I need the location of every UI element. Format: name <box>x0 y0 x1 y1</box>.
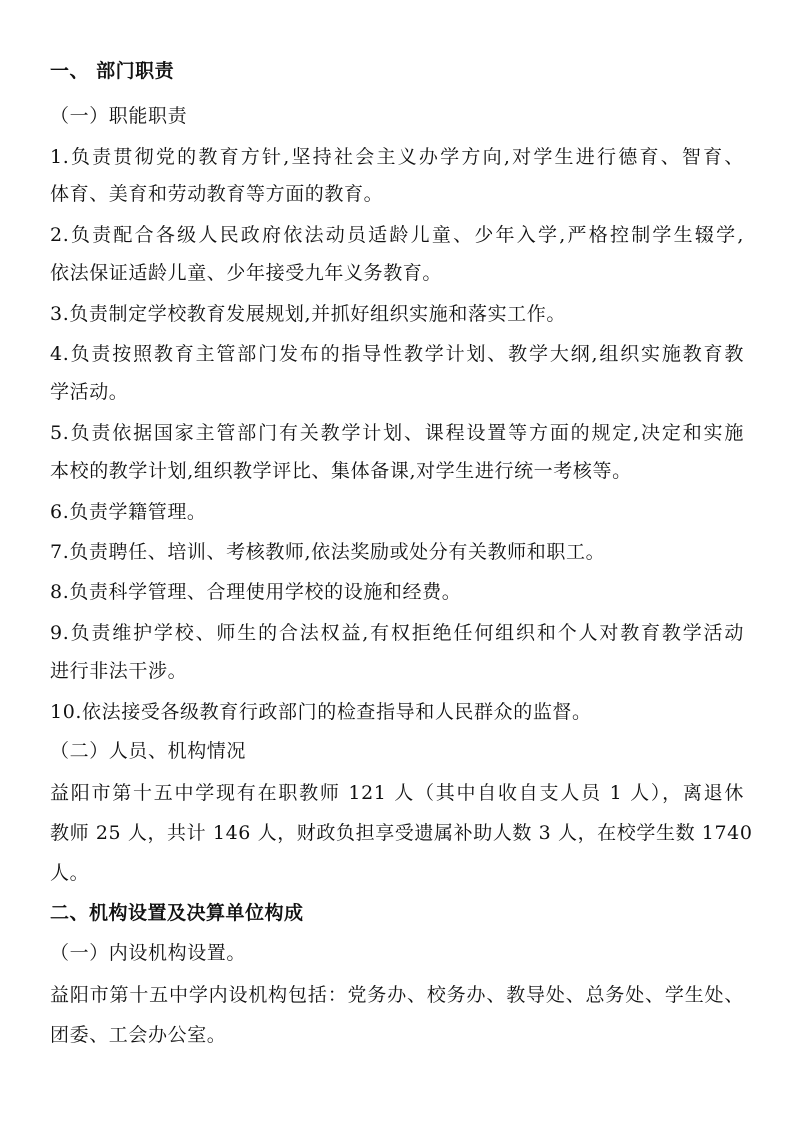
duty-2-line-1: 2.负责配合各级人民政府依法动员适龄儿童、少年入学,严格控制学生辍学, <box>50 224 744 246</box>
subsection-staff-heading: （二）人员、机构情况 <box>50 740 247 762</box>
duty-6: 6.负责学籍管理。 <box>50 501 207 523</box>
staff-line-2: 教师 25 人，共计 146 人，财政负担享受遗属补助人数 3 人，在校学生数 1740 <box>50 822 753 844</box>
duty-1-line-1: 1.负责贯彻党的教育方针,坚持社会主义办学方向,对学生进行德育、智育、 <box>50 146 744 168</box>
duty-9-line-2: 进行非法干涉。 <box>50 660 188 682</box>
duty-1-line-2: 体育、美育和劳动教育等方面的教育。 <box>50 183 384 205</box>
staff-line-3: 人。 <box>50 862 90 884</box>
duty-5-line-1: 5.负责依据国家主管部门有关教学计划、课程设置等方面的规定,决定和实施 <box>50 422 744 444</box>
internal-structure-line-1: 益阳市第十五中学内设机构包括：党务办、校务办、教导处、总务处、学生处、 <box>50 984 744 1006</box>
duty-4-line-1: 4.负责按照教育主管部门发布的指导性教学计划、教学大纲,组织实施教育教 <box>50 343 744 365</box>
subsection-internal-structure-heading: （一）内设机构设置。 <box>50 942 247 964</box>
duty-2-line-2: 依法保证适龄儿童、少年接受九年义务教育。 <box>50 262 443 284</box>
duty-4-line-2: 学活动。 <box>50 381 129 403</box>
section-2-heading: 二、机构设置及决算单位构成 <box>50 902 304 924</box>
duty-9-line-1: 9.负责维护学校、师生的合法权益,有权拒绝任何组织和个人对教育教学活动 <box>50 622 744 644</box>
duty-10: 10.依法接受各级教育行政部门的检查指导和人民群众的监督。 <box>50 701 592 723</box>
duty-7: 7.负责聘任、培训、考核教师,依法奖励或处分有关教师和职工。 <box>50 541 606 563</box>
duty-5-line-2: 本校的教学计划,组织教学评比、集体备课,对学生进行统一考核等。 <box>50 460 632 482</box>
duty-8: 8.负责科学管理、合理使用学校的设施和经费。 <box>50 581 462 603</box>
section-1-heading: 一、 部门职责 <box>50 60 175 82</box>
internal-structure-line-2: 团委、工会办公室。 <box>50 1024 227 1046</box>
duty-3: 3.负责制定学校教育发展规划,并抓好组织实施和落实工作。 <box>50 303 566 325</box>
subsection-functions-heading: （一）职能职责 <box>50 105 188 127</box>
staff-line-1: 益阳市第十五中学现有在职教师 121 人（其中自收自支人员 1 人），离退休 <box>50 782 744 804</box>
